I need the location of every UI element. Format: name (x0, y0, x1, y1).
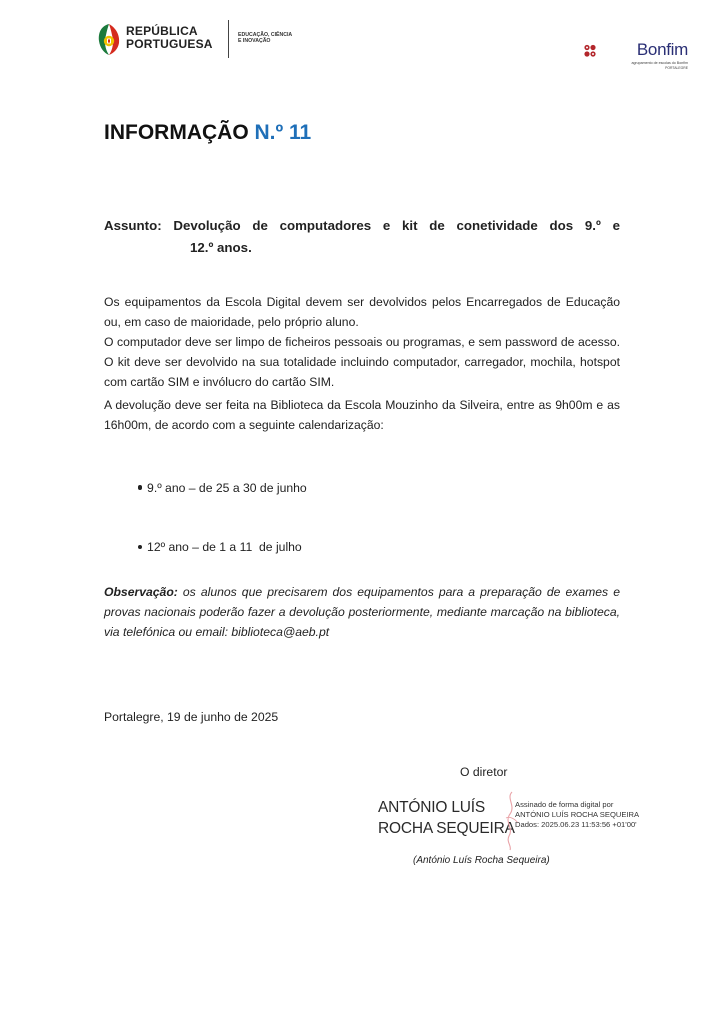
observation-label: Observação: (104, 585, 178, 599)
bonfim-wordmark: Bonfim (636, 40, 688, 59)
bonfim-mark-icon (584, 44, 596, 58)
schedule-list (124, 459, 307, 578)
subject-line: Assunto: Devolução de computadores e kit de conetividade dos 9.º e (104, 218, 620, 233)
list-item: 9.º ano – de 25 a 30 de junho (124, 459, 307, 518)
paragraph-equipment-condition: O computador deve ser limpo de ficheiros pessoais ou programas, e sem password de acesso. O kit deve ser devolvido na sua totalidade incluindo computador, carregador, mochila, hotspot com cartão SIM e invólucro do cartão SIM. (104, 335, 620, 389)
bullet-icon (138, 485, 143, 490)
document-title (104, 121, 311, 145)
title-number: N.º 11 (254, 121, 312, 144)
date-line: Portalegre, 19 de junho de 2025 (104, 710, 279, 724)
republica-portuguesa-logo (96, 20, 316, 60)
digital-signature-name: ANTÓNIO LUÍS ROCHA SEQUEIRA (378, 799, 515, 837)
bonfim-city: PORTALEGRE (665, 66, 688, 70)
bullet-icon (138, 545, 143, 550)
bonfim-school-logo (538, 42, 688, 90)
paragraph-return-location: A devolução deve ser feita na Biblioteca da Escola Mouzinho da Silveira, entre as 9h00m e as 16h00m, de acordo com a seguinte calendarização: (104, 398, 620, 432)
bonfim-tagline: agrupamento de escolas do Bonfim (631, 61, 688, 65)
portugal-emblem-icon (96, 22, 122, 56)
signatory-caption: (António Luís Rocha Sequeira) (413, 855, 550, 866)
signatory-role: O diretor (460, 765, 508, 779)
title-prefix: INFORMAÇÃO (104, 121, 249, 144)
observation-note (104, 583, 620, 642)
observation-text: os alunos que precisarem dos equipamentos para a preparação de exames e provas nacionais poderão fazer a devolução posteriormente, mediante marcação na biblioteca, via telefónica ou email: biblioteca@aeb.pt (104, 585, 620, 639)
paragraph-devolution-responsibility: Os equipamentos da Escola Digital devem ser devolvidos pelos Encarregados de Educação ou, em caso de maioridade, pelo próprio aluno. (104, 295, 620, 329)
list-item: 12º ano – de 1 a 11 de julho (124, 518, 307, 577)
republica-portuguesa-wordmark: REPÚBLICA PORTUGUESA (126, 24, 213, 51)
ministry-name: EDUCAÇÃO, CIÊNCIA E INOVAÇÃO (238, 32, 293, 44)
logo-divider (228, 20, 229, 58)
subject-line-continuation: 12.º anos. (190, 240, 252, 255)
digital-signature-details: Assinado de forma digital por ANTÓNIO LUÍS ROCHA SEQUEIRA Dados: 2025.06.23 11:53:56 +01'00' (515, 800, 640, 829)
